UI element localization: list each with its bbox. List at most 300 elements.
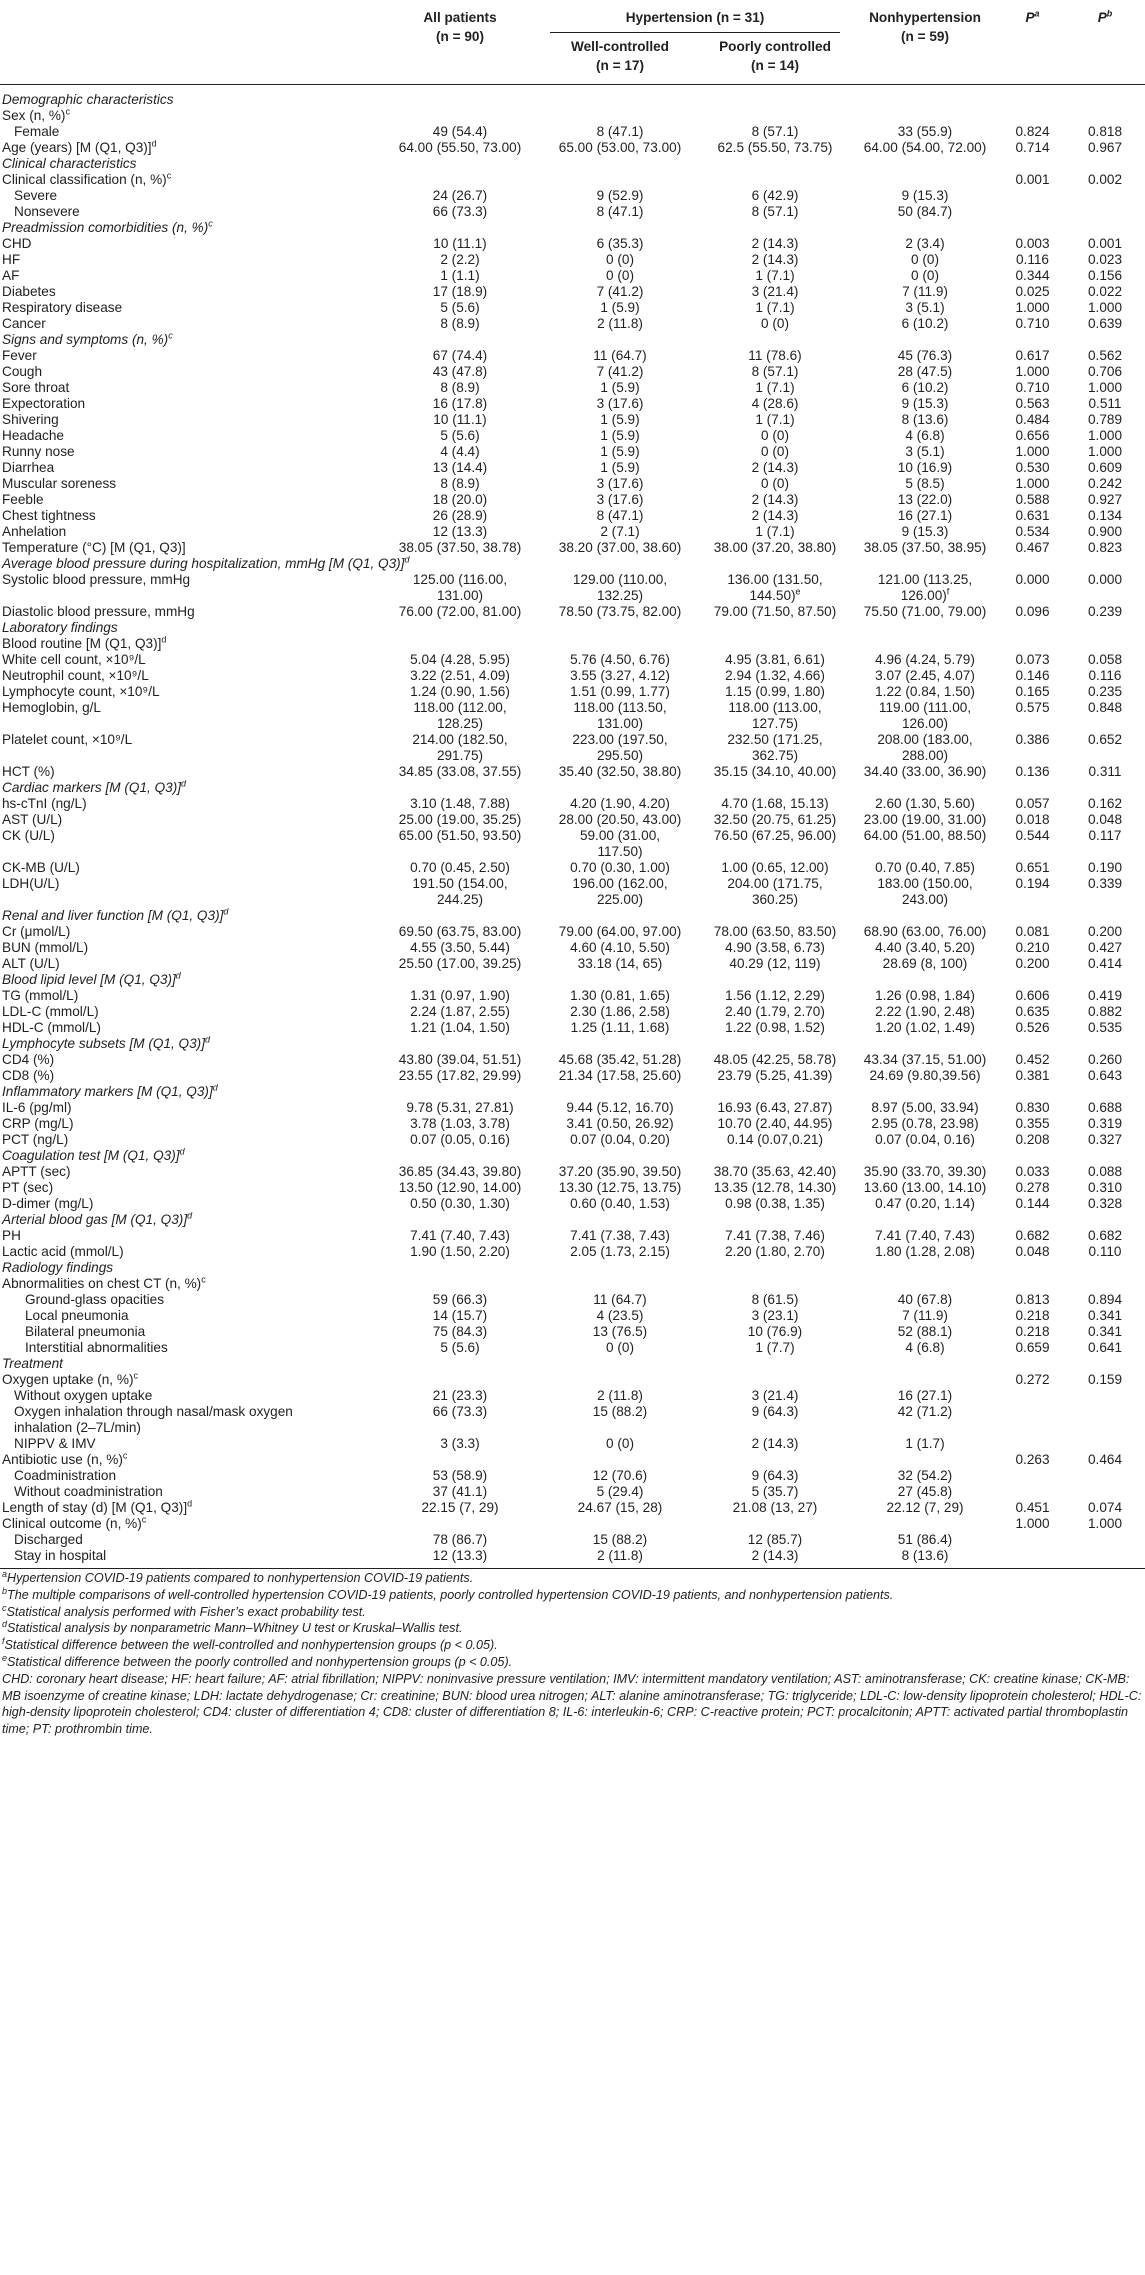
row-cell <box>1000 1372 1065 1388</box>
cell-value: 0.000 <box>1087 572 1123 587</box>
cell-value: 37 (41.1) <box>432 1484 488 1499</box>
row-cell <box>1065 828 1145 860</box>
row-cell <box>380 492 540 508</box>
row-label-text: Discharged <box>14 1532 83 1547</box>
row-cell <box>380 1436 540 1452</box>
cell-value: 12 (13.3) <box>432 524 488 539</box>
table-row <box>0 476 1145 492</box>
row-cell <box>1000 524 1065 540</box>
row-label <box>0 348 380 364</box>
row-label <box>0 444 380 460</box>
row-label-text: Coadministration <box>14 1468 116 1483</box>
row-label-sup: d <box>187 1498 193 1509</box>
cell-value: 23.00 (19.00, 31.00) <box>863 812 987 827</box>
cell-value: 1.26 (0.98, 1.84) <box>875 988 975 1003</box>
row-cell <box>540 1228 700 1244</box>
cell-value: 0.096 <box>1015 604 1050 619</box>
row-cell <box>850 572 1000 604</box>
cell-value: 2 (2.2) <box>440 252 480 267</box>
row-cell <box>540 428 700 444</box>
row-label <box>0 668 380 684</box>
cell-value-line2 <box>850 844 1000 860</box>
row-cell <box>1065 268 1145 284</box>
row-cell <box>540 1484 700 1500</box>
cell-value: 4.70 (1.68, 15.13) <box>721 796 829 811</box>
cell-value: 0.319 <box>1087 1116 1123 1131</box>
row-cell <box>1065 1340 1145 1356</box>
cell-value: 0.278 <box>1015 1180 1050 1195</box>
cell-value: 59.00 (31.00, <box>579 828 661 843</box>
row-label-text: Bilateral pneumonia <box>25 1324 146 1339</box>
row-cell <box>850 828 1000 860</box>
cell-value: 0.272 <box>1015 1372 1050 1387</box>
section-row <box>0 1036 1145 1052</box>
row-cell <box>700 380 850 396</box>
cell-value: 8 (47.1) <box>596 204 644 219</box>
row-cell <box>1065 1116 1145 1132</box>
row-label <box>0 124 380 140</box>
row-cell <box>1065 1324 1145 1340</box>
table-row <box>0 796 1145 812</box>
row-label <box>0 1324 380 1340</box>
row-label-text: LDH(U/L) <box>2 876 60 891</box>
row-cell <box>380 460 540 476</box>
cell-value: 4 (6.8) <box>905 1340 945 1355</box>
row-cell <box>540 188 700 204</box>
table-row <box>0 652 1145 668</box>
row-cell <box>380 524 540 540</box>
cell-value-line2 <box>380 588 540 604</box>
cell-value: 2 (3.4) <box>905 236 945 251</box>
cell-value: 223.00 (197.50, <box>572 732 668 747</box>
row-cell <box>540 1436 700 1452</box>
row-cell <box>540 348 700 364</box>
row-label-text: Coagulation test [M (Q1, Q3)] <box>2 1148 180 1163</box>
cell-value: 2 (14.3) <box>751 1436 799 1451</box>
cell-value-line2-text: 288.00) <box>901 748 949 763</box>
row-cell <box>1000 172 1065 188</box>
footnote-text: Statistical difference between the well-controlled and nonhypertension groups (p < 0.05). <box>4 1638 498 1653</box>
cell-value: 119.00 (111.00, <box>878 700 972 715</box>
row-cell <box>850 1100 1000 1116</box>
cell-value: 65.00 (53.00, 73.00) <box>558 140 682 155</box>
row-cell <box>850 1404 1000 1436</box>
cell-value: 12 (85.7) <box>747 1532 803 1547</box>
row-label-text: HF <box>2 252 21 267</box>
row-label-text: Temperature (°C) [M (Q1, Q3)] <box>2 540 186 555</box>
table-row <box>0 380 1145 396</box>
row-cell <box>1065 1404 1145 1436</box>
cell-value: 1.000 <box>1015 364 1050 379</box>
table-row <box>0 1164 1145 1180</box>
cell-value-line2 <box>700 748 850 764</box>
row-cell <box>1000 412 1065 428</box>
table-row <box>0 940 1145 956</box>
cell-value: 232.50 (171.25, <box>727 732 823 747</box>
row-label-sup: c <box>168 330 173 341</box>
cell-value: 21.34 (17.58, 25.60) <box>558 1068 682 1083</box>
footnotes <box>2 1570 1142 1738</box>
row-cell <box>700 284 850 300</box>
cell-value-line2-text: 295.50) <box>596 748 644 763</box>
row-label-text: NIPPV & IMV <box>14 1436 96 1451</box>
row-label <box>0 1132 380 1148</box>
row-cell <box>850 540 1000 556</box>
cell-value: 1.000 <box>1087 1516 1123 1531</box>
cell-value: 2 (14.3) <box>751 236 799 251</box>
cell-value: 34.40 (33.00, 36.90) <box>863 764 987 779</box>
cell-value: 2 (14.3) <box>751 460 799 475</box>
row-cell <box>850 1228 1000 1244</box>
row-cell <box>1000 1308 1065 1324</box>
cell-value: 1 (5.9) <box>600 428 640 443</box>
cell-value: 13.35 (12.78, 14.30) <box>713 1180 837 1195</box>
table-row <box>0 540 1145 556</box>
row-cell <box>1000 348 1065 364</box>
cell-value: 0.813 <box>1015 1292 1050 1307</box>
cell-value: 3.10 (1.48, 7.88) <box>410 796 510 811</box>
cell-value-line2 <box>700 844 850 860</box>
row-label <box>0 1356 1145 1372</box>
row-cell <box>700 1452 850 1468</box>
row-cell <box>540 236 700 252</box>
row-cell <box>1065 1068 1145 1084</box>
row-label <box>0 796 380 812</box>
row-cell <box>1000 1132 1065 1148</box>
row-cell <box>1000 508 1065 524</box>
table-row <box>0 876 1145 908</box>
row-cell <box>380 428 540 444</box>
table-row <box>0 1068 1145 1084</box>
cell-value: 0.818 <box>1087 124 1123 139</box>
cell-value: 1 (7.1) <box>755 380 795 395</box>
row-cell <box>380 348 540 364</box>
row-label-text: Antibiotic use (n, %) <box>2 1452 123 1467</box>
header-blank-2 <box>0 39 380 85</box>
row-cell <box>1065 348 1145 364</box>
row-label <box>0 476 380 492</box>
row-label-text: Renal and liver function [M (Q1, Q3)] <box>2 908 224 923</box>
row-cell <box>1000 1004 1065 1020</box>
row-cell <box>1000 1484 1065 1500</box>
cell-value: 76.00 (72.00, 81.00) <box>398 604 522 619</box>
cell-value: 8 (57.1) <box>751 204 799 219</box>
cell-value: 1.000 <box>1015 444 1050 459</box>
row-cell <box>700 172 850 188</box>
table-row <box>0 1004 1145 1020</box>
cell-value: 64.00 (55.50, 73.00) <box>398 140 522 155</box>
cell-value: 1.21 (1.04, 1.50) <box>410 1020 510 1035</box>
table-row <box>0 604 1145 620</box>
section-row <box>0 1356 1145 1372</box>
cell-value-line2 <box>700 716 850 732</box>
cell-value: 118.00 (113.50, <box>573 700 667 715</box>
cell-value: 22.15 (7, 29) <box>421 1500 499 1515</box>
cell-value: 5 (29.4) <box>596 1484 644 1499</box>
row-cell <box>700 828 850 860</box>
table-row <box>0 636 1145 652</box>
row-cell <box>850 636 1000 652</box>
row-cell <box>1065 396 1145 412</box>
row-cell <box>1000 1052 1065 1068</box>
cell-value: 2.30 (1.86, 2.58) <box>570 1004 670 1019</box>
table-row <box>0 1548 1145 1564</box>
cell-value: 24.67 (15, 28) <box>577 1500 663 1515</box>
table-row <box>0 1116 1145 1132</box>
row-cell <box>1000 1180 1065 1196</box>
row-label-text: Ground-glass opacities <box>25 1292 165 1307</box>
cell-value-line2-text: 225.00) <box>596 892 644 907</box>
table-row <box>0 124 1145 140</box>
row-cell <box>1065 1436 1145 1452</box>
row-cell <box>850 476 1000 492</box>
cell-value: 16 (27.1) <box>897 508 953 523</box>
cell-value-line2 <box>540 748 700 764</box>
row-cell <box>1065 1388 1145 1404</box>
cell-value: 0.710 <box>1015 316 1050 331</box>
cell-value: 9.44 (5.12, 16.70) <box>566 1100 674 1115</box>
cell-value-line2-text: 126.00) <box>901 716 949 731</box>
row-cell <box>1000 1292 1065 1308</box>
row-cell <box>700 476 850 492</box>
cell-value: 79.00 (71.50, 87.50) <box>713 604 837 619</box>
row-cell <box>700 1500 850 1516</box>
cell-value: 45.68 (35.42, 51.28) <box>558 1052 682 1067</box>
row-cell <box>540 108 700 124</box>
header-pa-sup: a <box>1034 8 1040 19</box>
row-cell <box>850 300 1000 316</box>
row-label <box>0 972 1145 988</box>
cell-value: 5 (5.6) <box>440 1340 480 1355</box>
cell-value: 0.526 <box>1015 1020 1050 1035</box>
section-row <box>0 1212 1145 1228</box>
row-label-text: CD8 (%) <box>2 1068 55 1083</box>
cell-value: 0.07 (0.04, 0.16) <box>875 1132 975 1147</box>
row-cell <box>850 1132 1000 1148</box>
table-row <box>0 252 1145 268</box>
cell-value: 18 (20.0) <box>432 492 488 507</box>
cell-value: 0.381 <box>1015 1068 1050 1083</box>
row-label-text: PCT (ng/L) <box>2 1132 69 1147</box>
table-row <box>0 460 1145 476</box>
row-cell <box>1065 1308 1145 1324</box>
row-label <box>0 1036 1145 1052</box>
row-label-sup: d <box>404 554 410 565</box>
row-cell <box>850 236 1000 252</box>
row-label <box>0 268 380 284</box>
cell-value: 7 (41.2) <box>596 364 644 379</box>
table-row <box>0 924 1145 940</box>
row-cell <box>380 1180 540 1196</box>
row-label-text: Diabetes <box>2 284 56 299</box>
cell-value: 3 (3.3) <box>440 1436 480 1451</box>
cell-value: 8 (57.1) <box>751 124 799 139</box>
row-cell <box>850 876 1000 908</box>
row-cell <box>1065 940 1145 956</box>
row-cell <box>1065 1484 1145 1500</box>
row-label <box>0 1020 380 1036</box>
row-cell <box>380 988 540 1004</box>
section-row <box>0 780 1145 796</box>
row-cell <box>850 732 1000 764</box>
row-cell <box>700 492 850 508</box>
cell-value: 0.419 <box>1087 988 1123 1003</box>
row-label-text: HCT (%) <box>2 764 55 779</box>
row-cell <box>540 1404 700 1436</box>
table-row <box>0 764 1145 780</box>
row-cell <box>1000 1516 1065 1532</box>
row-cell <box>540 524 700 540</box>
row-cell <box>1000 1532 1065 1548</box>
row-label <box>0 1148 1145 1164</box>
row-label <box>0 860 380 876</box>
cell-value: 22.12 (7, 29) <box>886 1500 964 1515</box>
cell-value: 10 (11.1) <box>433 236 487 251</box>
row-cell <box>380 636 540 652</box>
row-cell <box>700 316 850 332</box>
row-cell <box>540 732 700 764</box>
row-cell <box>700 1308 850 1324</box>
row-cell <box>1065 172 1145 188</box>
row-cell <box>850 380 1000 396</box>
row-label-text: Age (years) [M (Q1, Q3)] <box>2 140 152 155</box>
row-cell <box>850 172 1000 188</box>
cell-value: 2.40 (1.79, 2.70) <box>725 1004 825 1019</box>
table-row <box>0 364 1145 380</box>
row-cell <box>540 396 700 412</box>
row-cell <box>380 684 540 700</box>
row-cell <box>850 652 1000 668</box>
footnote <box>2 1654 1142 1671</box>
row-cell <box>850 1532 1000 1548</box>
row-label <box>0 428 380 444</box>
cell-value: 32.50 (20.75, 61.25) <box>713 812 837 827</box>
row-cell <box>850 364 1000 380</box>
header-blank <box>0 0 380 39</box>
table-row <box>0 828 1145 860</box>
cell-value: 13.30 (12.75, 13.75) <box>558 1180 682 1195</box>
row-cell <box>540 1516 700 1532</box>
cell-value: 66 (73.3) <box>432 204 488 219</box>
cell-value: 38.00 (37.20, 38.80) <box>713 540 837 555</box>
row-cell <box>540 412 700 428</box>
cell-value: 0.048 <box>1015 1244 1050 1259</box>
cell-value: 0.609 <box>1087 460 1123 475</box>
row-label-text: Runny nose <box>2 444 75 459</box>
row-label <box>0 460 380 476</box>
cell-value: 5.76 (4.50, 6.76) <box>570 652 670 667</box>
row-label-sup: d <box>181 778 187 789</box>
row-cell <box>1065 1164 1145 1180</box>
row-cell <box>1000 188 1065 204</box>
row-label-text: Neutrophil count, ×10⁹/L <box>2 668 149 683</box>
row-cell <box>700 1548 850 1564</box>
cell-value: 4.20 (1.90, 4.20) <box>570 796 670 811</box>
row-label <box>0 940 380 956</box>
cell-value: 5 (35.7) <box>751 1484 799 1499</box>
cell-value: 0.341 <box>1087 1324 1123 1339</box>
row-cell <box>850 1052 1000 1068</box>
cell-value: 36.85 (34.43, 39.80) <box>398 1164 522 1179</box>
row-cell <box>1065 1292 1145 1308</box>
row-cell <box>380 1308 540 1324</box>
table-row <box>0 396 1145 412</box>
row-cell <box>850 1244 1000 1260</box>
cell-value: 8 (47.1) <box>596 124 644 139</box>
row-cell <box>540 268 700 284</box>
cell-value: 0.643 <box>1087 1068 1123 1083</box>
cell-value: 0.07 (0.04, 0.20) <box>570 1132 670 1147</box>
row-label <box>0 1052 380 1068</box>
row-label <box>0 876 380 908</box>
cell-value: 10 (16.9) <box>897 460 953 475</box>
row-cell <box>540 1308 700 1324</box>
cell-value: 28.00 (20.50, 43.00) <box>558 812 682 827</box>
row-label-text: Nonsevere <box>14 204 80 219</box>
cell-value: 1.000 <box>1087 300 1123 315</box>
row-cell <box>700 684 850 700</box>
row-cell <box>700 1244 850 1260</box>
row-cell <box>850 1468 1000 1484</box>
row-cell <box>700 1196 850 1212</box>
row-cell <box>1000 1404 1065 1436</box>
row-label-sup: d <box>187 1210 193 1221</box>
row-label <box>0 652 380 668</box>
row-cell <box>850 1388 1000 1404</box>
row-cell <box>850 940 1000 956</box>
cell-value: 0.60 (0.40, 1.53) <box>570 1196 670 1211</box>
row-cell <box>700 1468 850 1484</box>
row-label-text: Platelet count, ×10⁹/L <box>2 732 133 747</box>
row-label <box>0 1164 380 1180</box>
row-cell <box>540 1452 700 1468</box>
row-cell <box>1065 140 1145 156</box>
row-label <box>0 988 380 1004</box>
row-cell <box>1000 284 1065 300</box>
row-cell <box>1065 1132 1145 1148</box>
row-label-text: Laboratory findings <box>2 620 118 635</box>
row-cell <box>700 572 850 604</box>
row-cell <box>850 1308 1000 1324</box>
cell-value-line2 <box>380 748 540 764</box>
row-cell <box>1065 316 1145 332</box>
table-row <box>0 268 1145 284</box>
row-label <box>0 1516 380 1532</box>
row-cell <box>540 316 700 332</box>
table-row <box>0 140 1145 156</box>
cell-value: 0.452 <box>1015 1052 1050 1067</box>
row-label-sup: c <box>65 106 70 117</box>
row-cell <box>380 876 540 908</box>
row-cell <box>1000 812 1065 828</box>
row-cell <box>1000 1276 1065 1292</box>
cell-value: 0 (0) <box>761 316 789 331</box>
row-cell <box>380 1500 540 1516</box>
row-cell <box>380 108 540 124</box>
cell-value: 0.882 <box>1087 1004 1123 1019</box>
cell-value: 13.60 (13.00, 14.10) <box>863 1180 987 1195</box>
row-label-text: Radiology findings <box>2 1260 114 1275</box>
cell-value: 9 (15.3) <box>901 188 949 203</box>
row-cell <box>850 396 1000 412</box>
row-label-text: Lymphocyte count, ×10⁹/L <box>2 684 160 699</box>
cell-value: 2 (7.1) <box>600 524 640 539</box>
row-cell <box>540 284 700 300</box>
row-label <box>0 508 380 524</box>
row-cell <box>540 940 700 956</box>
row-label-text: Average blood pressure during hospitalization, mmHg [M (Q1, Q3)] <box>2 556 405 571</box>
row-cell <box>850 604 1000 620</box>
